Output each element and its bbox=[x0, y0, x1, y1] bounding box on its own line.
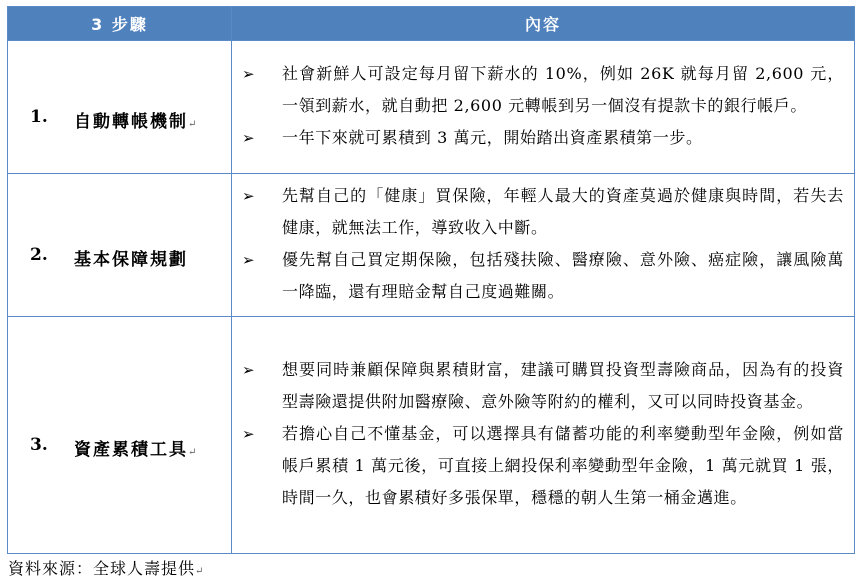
list-item: ➢ 若擔心自己不懂基金，可以選擇具有儲蓄功能的利率變動型年金險，例如當帳戶累積 1 萬元後，可直接上網投保利率變動型年金險，1 萬元就買 1 張，時間一久，也會累積好多張保單，穩穩的朝人生第一桶金邁進。 bbox=[232, 418, 844, 514]
list-item: ➢ 優先幫自己買定期保險，包括殘扶險、醫療險、意外險、癌症險，讓風險萬一降臨，還有理賠金幫自己度過難關。 bbox=[232, 244, 844, 308]
step-cell bbox=[8, 317, 232, 554]
step-number: 2. bbox=[30, 245, 48, 265]
content-cell bbox=[232, 317, 855, 554]
content-cell bbox=[232, 174, 855, 317]
content-cell bbox=[232, 41, 855, 174]
step-number: 3. bbox=[30, 435, 48, 455]
list-item: ➢ 社會新鮮人可設定每月留下薪水的 10%，例如 26K 就每月留 2,600 元，一領到薪水，就自動把 2,600 元轉帳到另一個沒有提款卡的銀行帳戶。 bbox=[232, 58, 844, 122]
return-mark-icon: ↵ bbox=[188, 447, 199, 458]
step-title: 資產累積工具↵ bbox=[74, 440, 199, 460]
list-item: ➢ 先幫自己的「健康」買保險，年輕人最大的資產莫過於健康與時間，若失去健康，就無法工作，導致收入中斷。 bbox=[232, 180, 844, 244]
table-row bbox=[8, 317, 855, 554]
table-header-row bbox=[8, 7, 855, 41]
step-cell bbox=[8, 174, 232, 317]
steps-table bbox=[7, 6, 855, 554]
arrow-bullet-icon: ➢ bbox=[242, 425, 256, 443]
step-title: 自動轉帳機制↵ bbox=[74, 112, 199, 132]
arrow-bullet-icon: ➢ bbox=[242, 129, 256, 147]
step-title: 基本保障規劃 bbox=[74, 250, 188, 270]
step-cell bbox=[8, 41, 232, 174]
header-content: 內容 bbox=[232, 7, 855, 41]
arrow-bullet-icon: ➢ bbox=[242, 251, 256, 269]
arrow-bullet-icon: ➢ bbox=[242, 361, 256, 379]
source-note: 資料來源：全球人壽提供↵ bbox=[8, 559, 205, 578]
list-item: ➢ 一年下來就可累積到 3 萬元，開始踏出資產累積第一步。 bbox=[232, 122, 844, 154]
arrow-bullet-icon: ➢ bbox=[242, 65, 256, 83]
arrow-bullet-icon: ➢ bbox=[242, 187, 256, 205]
table-row bbox=[8, 41, 855, 174]
return-mark-icon: ↵ bbox=[188, 119, 199, 130]
step-number: 1. bbox=[30, 107, 48, 127]
bullet-list bbox=[232, 348, 854, 522]
list-item: ➢ 想要同時兼顧保障與累積財富，建議可購買投資型壽險商品，因為有的投資型壽險還提供附加醫療險、意外險等附約的權利，又可以同時投資基金。 bbox=[232, 354, 844, 418]
bullet-list bbox=[232, 174, 854, 316]
bullet-list bbox=[232, 52, 854, 162]
return-mark-icon: ↵ bbox=[195, 566, 205, 577]
header-steps: 3 步驟 bbox=[8, 7, 232, 41]
table-row bbox=[8, 174, 855, 317]
